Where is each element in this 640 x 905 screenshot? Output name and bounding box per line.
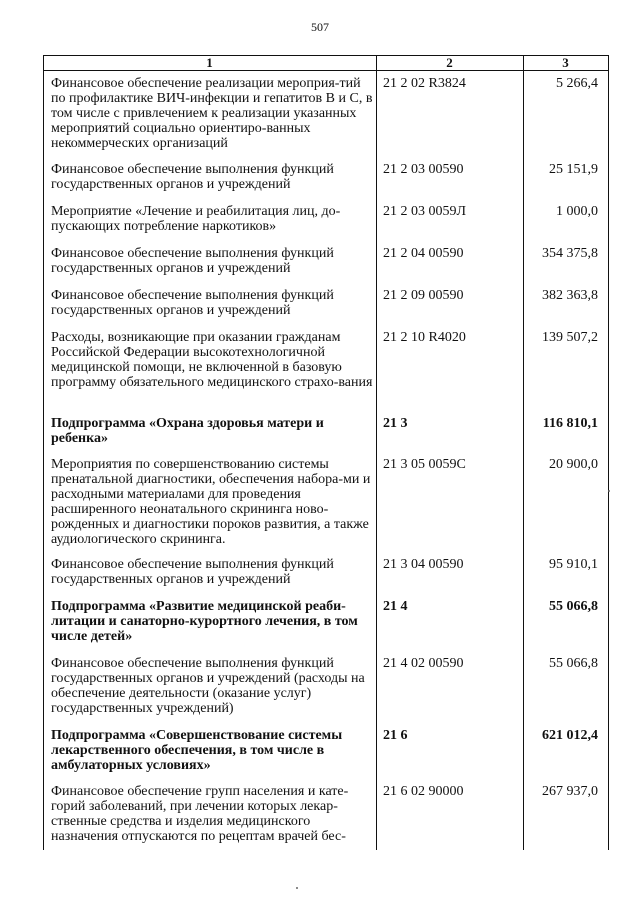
header-col-1: 1: [206, 55, 213, 70]
row-amount: 139 507,2: [542, 330, 598, 345]
row-amount: 5 266,4: [556, 76, 598, 91]
scan-speck: [608, 490, 610, 492]
row-code: 21 6: [383, 728, 408, 743]
row-name: Финансовое обеспечение выполнения функций государственных органов и учреждений: [51, 162, 334, 192]
row-name: Финансовое обеспечение групп населения и кате-горий заболеваний, при лечении которых лекар-ственные средства и изделия медицинского назначения отпускаются по рецептам врачей бес-: [51, 784, 349, 844]
row-code: 21 2 10 R4020: [383, 330, 466, 345]
row-name: Мероприятие «Лечение и реабилитация лиц, до-пускающих потребление наркотиков»: [51, 204, 341, 234]
row-code: 21 4 02 00590: [383, 656, 464, 671]
row-name: Финансовое обеспечение реализации мероприя-тий по профилактике ВИЧ-инфекции и гепатитов В и С, в том числе с привлечением к реализации указанных мероприятий социально ориентиро-ванных некоммерческих организаций: [51, 76, 373, 151]
row-amount: 354 375,8: [542, 246, 598, 261]
row-amount: 55 066,8: [549, 656, 598, 671]
row-amount: 55 066,8: [549, 599, 598, 614]
row-code: 21 3: [383, 416, 408, 431]
row-amount: 382 363,8: [542, 288, 598, 303]
table-border-right: [608, 55, 609, 850]
row-name: Мероприятия по совершенствованию системы пренатальной диагностики, обеспечения набора-ми и расходными материалами для проведения расширенного неонатального скрининга ново-рожденных и диагностики пороков развития, а также аудиологического скрининга.: [51, 457, 371, 547]
page-number: 507: [311, 20, 329, 34]
row-name: Финансовое обеспечение выполнения функций государственных органов и учреждений: [51, 246, 334, 276]
header-col-2: 2: [446, 55, 453, 70]
row-name: Финансовое обеспечение выполнения функций государственных органов и учреждений: [51, 288, 334, 318]
scan-speck: [296, 887, 298, 889]
row-code: 21 2 03 00590: [383, 162, 464, 177]
table-border-left: [43, 55, 44, 850]
row-amount: 621 012,4: [542, 728, 598, 743]
row-name: Финансовое обеспечение выполнения функций государственных органов и учреждений: [51, 557, 334, 587]
row-code: 21 2 09 00590: [383, 288, 464, 303]
row-name: Подпрограмма «Развитие медицинской реаби-литации и санаторно-курортного лечения, в том числе детей»: [51, 599, 358, 644]
row-code: 21 6 02 90000: [383, 784, 464, 799]
row-amount: 25 151,9: [549, 162, 598, 177]
header-col-3: 3: [562, 55, 569, 70]
row-name: Расходы, возникающие при оказании гражданам Российской Федерации высокотехнологичной медицинской помощи, не включенной в базовую программу обязательного медицинского страхо-вания: [51, 330, 373, 390]
row-amount: 1 000,0: [556, 204, 598, 219]
row-code: 21 3 04 00590: [383, 557, 464, 572]
row-code: 21 2 04 00590: [383, 246, 464, 261]
row-code: 21 2 02 R3824: [383, 76, 466, 91]
row-name: Финансовое обеспечение выполнения функций государственных органов и учреждений (расходы на обеспечение деятельности (оказание услуг) государственных учреждений): [51, 656, 365, 716]
row-name: Подпрограмма «Охрана здоровья матери и ребенка»: [51, 416, 324, 446]
row-amount: 95 910,1: [549, 557, 598, 572]
row-code: 21 4: [383, 599, 408, 614]
row-name: Подпрограмма «Совершенствование системы лекарственного обеспечения, в том числе в амбулаторных условиях»: [51, 728, 343, 773]
table-divider-1: [376, 55, 377, 850]
row-code: 21 3 05 0059С: [383, 457, 466, 472]
row-amount: 116 810,1: [542, 416, 598, 431]
row-amount: 267 937,0: [542, 784, 598, 799]
row-code: 21 2 03 0059Л: [383, 204, 466, 219]
row-amount: 20 900,0: [549, 457, 598, 472]
